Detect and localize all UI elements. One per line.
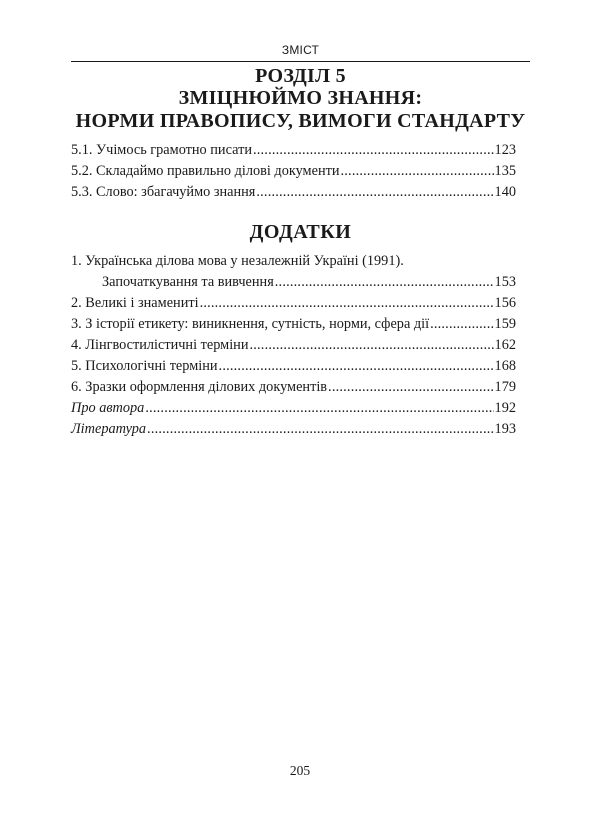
page-number: 205 [289, 763, 311, 778]
appendices-title: ДОДАТКИ [249, 221, 352, 243]
header-rule [71, 61, 530, 62]
toc-entry-page: 193 [494, 421, 516, 437]
toc-entry-page: 156 [494, 295, 516, 311]
running-head: ЗМІСТ [281, 43, 320, 57]
toc-entry-page: 140 [494, 184, 516, 200]
dot-leader [430, 314, 493, 335]
dot-leader [147, 419, 494, 440]
toc-entry[interactable] [71, 161, 516, 182]
toc-entry[interactable] [71, 377, 516, 398]
dot-leader [200, 293, 494, 314]
toc-entry-first-line[interactable] [71, 251, 516, 272]
toc-entry-label: 5. Психологічні терміни [71, 358, 218, 374]
toc-entry[interactable] [71, 314, 516, 335]
toc-entry-page: 168 [494, 358, 516, 374]
back-matter-toc [71, 398, 516, 440]
toc-entry-page: 123 [494, 142, 516, 158]
toc-entry[interactable] [71, 140, 516, 161]
section-toc [71, 140, 516, 203]
toc-entry-page: 192 [494, 400, 516, 416]
dot-leader [145, 398, 493, 419]
toc-entry-label: Започаткування та вивчення [102, 274, 274, 290]
section-title-line-1: РОЗДІЛ 5 [255, 65, 346, 87]
dot-leader [249, 335, 493, 356]
toc-entry-page: 153 [494, 274, 516, 290]
appendices-toc [71, 251, 516, 398]
toc-entry-label: Про автора [71, 400, 145, 416]
dot-leader [328, 377, 494, 398]
toc-entry-label: 3. З історії етикету: виникнення, сутність, норми, сфера дії [71, 316, 430, 332]
toc-entry-page: 135 [494, 163, 516, 179]
section-title-line-3: НОРМИ ПРАВОПИСУ, ВИМОГИ СТАНДАРТУ [75, 110, 526, 132]
toc-entry[interactable] [71, 335, 516, 356]
toc-entry[interactable] [71, 398, 516, 419]
toc-entry[interactable] [71, 272, 516, 293]
toc-entry-label: 6. Зразки оформлення ділових документів [71, 379, 328, 395]
toc-entry[interactable] [71, 182, 516, 203]
toc-entry-label: Література [71, 421, 147, 437]
toc-entry-label: 5.3. Слово: збагачуймо знання [71, 184, 256, 200]
dot-leader [256, 182, 493, 203]
dot-leader [341, 161, 494, 182]
toc-entry-label: 2. Великі і знамениті [71, 295, 199, 311]
dot-leader [275, 272, 494, 293]
toc-entry-label: 4. Лінгвостилістичні терміни [71, 337, 249, 353]
toc-entry-label: 5.2. Складаймо правильно ділові документи [71, 163, 340, 179]
toc-entry-label: 1. Українська ділова мова у незалежній Україні (1991). [71, 253, 404, 269]
dot-leader [219, 356, 494, 377]
toc-entry[interactable] [71, 419, 516, 440]
section-title-line-2: ЗМІЦНЮЙМО ЗНАННЯ: [178, 87, 423, 109]
toc-entry[interactable] [71, 356, 516, 377]
toc-entry-page: 159 [494, 316, 516, 332]
dot-leader [253, 140, 494, 161]
toc-entry-page: 162 [494, 337, 516, 353]
toc-entry-page: 179 [494, 379, 516, 395]
toc-entry[interactable] [71, 293, 516, 314]
toc-entry-label: 5.1. Учімось грамотно писати [71, 142, 252, 158]
